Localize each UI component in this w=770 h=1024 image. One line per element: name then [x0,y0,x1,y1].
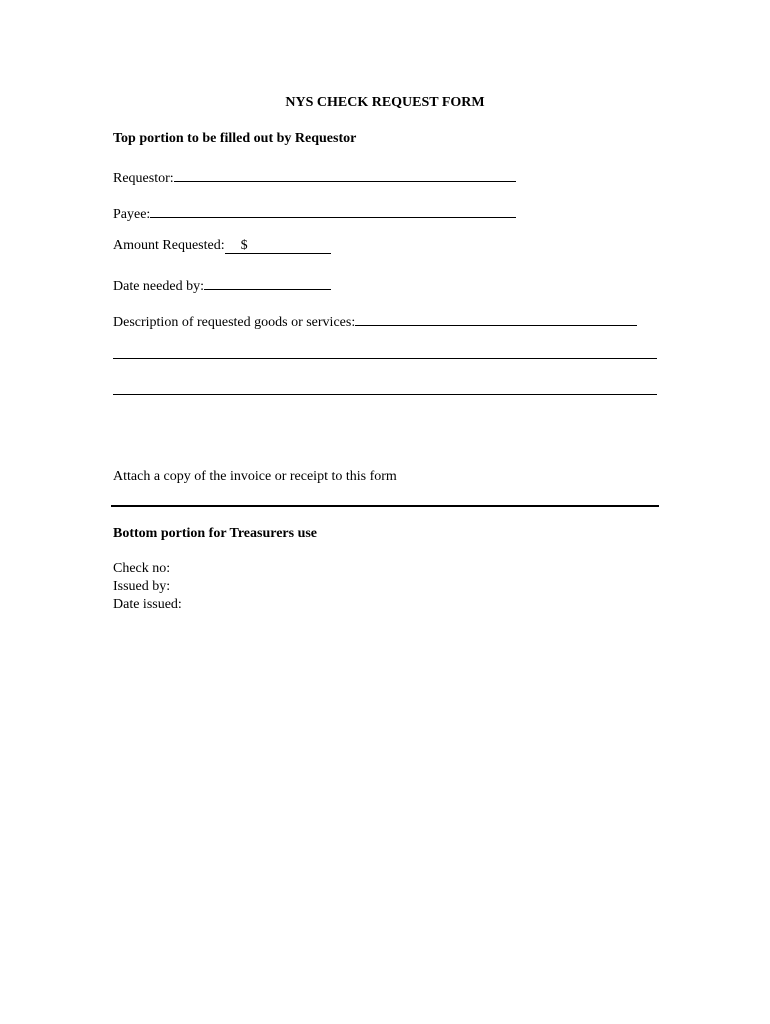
bottom-section-heading: Bottom portion for Treasurers use [113,526,318,541]
payee-field[interactable] [150,203,516,218]
date-needed-label: Date needed by: [113,279,204,294]
date-needed-field[interactable] [204,275,331,290]
requestor-label: Requestor: [113,171,174,186]
description-field[interactable] [355,311,637,326]
amount-label: Amount Requested: [113,238,225,253]
issued-by-label: Issued by: [113,579,171,594]
amount-field[interactable] [225,239,331,254]
check-no-label: Check no: [113,561,171,576]
date-needed-row [113,275,331,294]
attach-note: Attach a copy of the invoice or receipt to this form [113,469,397,484]
section-divider [111,505,659,507]
payee-row [113,203,516,222]
description-line-2[interactable] [113,358,657,359]
description-row [113,311,637,330]
payee-label: Payee: [113,207,151,222]
amount-row [113,239,331,254]
requestor-row [113,167,516,186]
form-title: NYS CHECK REQUEST FORM [285,95,485,110]
description-label: Description of requested goods or services: [113,315,356,330]
date-issued-label: Date issued: [113,597,182,612]
description-line-3[interactable] [113,394,657,395]
top-section-heading: Top portion to be filled out by Requestor [113,131,357,146]
requestor-field[interactable] [174,167,516,182]
currency-symbol: $ [240,238,248,253]
